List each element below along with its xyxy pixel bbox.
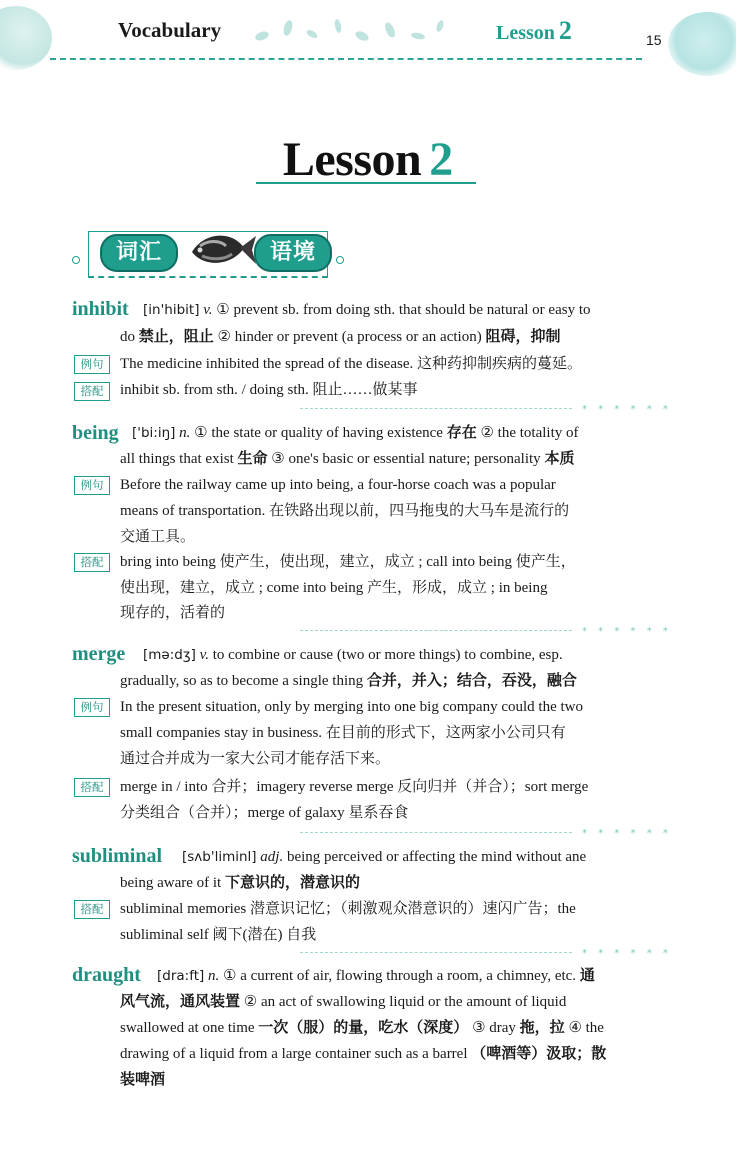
entry-subliminal-collocation-2: subliminal self 阈下(潜在) 自我: [120, 927, 317, 943]
entry-merge-example-1: In the present situation, only by merging into one big company could the two: [120, 699, 583, 715]
entry-being-line2: all things that exist 生命 ③ one's basic or essential nature; personality 本质: [120, 451, 575, 467]
entry-inhibit-example: The medicine inhibited the spread of the disease. 这种药抑制疾病的蔓延。: [120, 356, 582, 372]
banner-context-pill: 语境: [254, 234, 332, 272]
example-tag: 例句: [74, 355, 110, 374]
collocation-tag: 搭配: [74, 382, 110, 401]
entry-being-collocation-3: 现存的，活着的: [120, 605, 226, 621]
entry-subliminal-line1: [sʌb'liminl] adj. being perceived or affecting the mind without ane: [182, 849, 587, 865]
entry-merge-example-3: 通过合并成为一家大公司才能存活下来。: [120, 751, 391, 767]
entry-draught-line3: swallowed at one time 一次（服）的量，吃水（深度） ③ dray 拖，拉 ④ the: [120, 1020, 604, 1036]
banner-vocab-pill: 词汇: [100, 234, 178, 272]
entry-separator: * * * * * *: [300, 949, 658, 963]
headword-merge: merge: [72, 643, 126, 665]
header-section-title: Vocabulary: [118, 18, 222, 42]
page-number: 15: [646, 32, 662, 48]
entry-being-example-1: Before the railway came up into being, a four-horse coach was a popular: [120, 477, 556, 493]
entry-subliminal-line2: being aware of it 下意识的，潜意识的: [120, 875, 360, 891]
entry-draught-line2: 风气流，通风装置 ② an act of swallowing liquid or the amount of liquid: [120, 994, 567, 1010]
headword-inhibit: inhibit: [72, 298, 129, 320]
entry-subliminal-collocation-1: subliminal memories 潜意识记忆；（刺激观众潜意识的）速闪广告；the: [120, 901, 576, 917]
entry-separator: * * * * * *: [300, 627, 658, 641]
entry-merge-collocation-2: 分类组合（合并）；merge of galaxy 星系吞食: [120, 805, 409, 821]
headword-subliminal: subliminal: [72, 845, 163, 867]
header-lesson-label: Lesson 2: [496, 16, 572, 45]
entry-merge-collocation-1: merge in / into 合并；imagery reverse merge 反向归并（并合）；sort merge: [120, 779, 589, 795]
example-tag: 例句: [74, 698, 110, 717]
entry-merge-example-2: small companies stay in business. 在目前的形式下，这两家小公司只有: [120, 725, 566, 741]
entry-merge-line2: gradually, so as to become a single thing 合并，并入；结合，吞没，融合: [120, 673, 577, 689]
example-tag: 例句: [74, 476, 110, 495]
entry-draught-line5: 装啤酒: [120, 1072, 166, 1088]
entry-being-example-2: means of transportation. 在铁路出现以前，四马拖曳的大马车是流行的: [120, 503, 570, 519]
entry-draught-line4: drawing of a liquid from a large container such as a barrel （啤酒等）汲取；散: [120, 1046, 607, 1062]
entry-being-example-3: 交通工具。: [120, 529, 196, 545]
page-title: Lesson 2: [282, 133, 454, 186]
entry-merge-line1: [mə:dʒ] v. to combine or cause (two or more things) to combine, esp.: [143, 647, 563, 663]
entry-draught-line1: [dra:ft] n. ① a current of air, flowing through a room, a chimney, etc. 通: [157, 968, 595, 984]
entry-being-collocation-2: 使出现，建立，成立 ; come into being 产生，形成，成立 ; in being: [120, 580, 548, 596]
collocation-tag: 搭配: [74, 553, 110, 572]
entry-separator: * * * * * *: [300, 829, 658, 843]
entry-inhibit-line2: do 禁止，阻止 ② hinder or prevent (a process or an action) 阻碍，抑制: [120, 329, 561, 345]
entry-being-collocation-1: bring into being 使产生，使出现，建立，成立 ; call into being 使产生，: [120, 554, 576, 570]
entry-inhibit-line1: [in'hibit] v. ① prevent sb. from doing sth. that should be natural or easy to: [143, 302, 591, 318]
entry-being-line1: ['bi:iŋ] n. ① the state or quality of having existence 存在 ② the totality of: [132, 425, 579, 441]
headword-draught: draught: [72, 964, 141, 986]
headword-being: being: [72, 422, 119, 444]
entry-inhibit-collocation: inhibit sb. from sth. / doing sth. 阻止……做某事: [120, 382, 418, 398]
collocation-tag: 搭配: [74, 900, 110, 919]
collocation-tag: 搭配: [74, 778, 110, 797]
entry-separator: * * * * * *: [300, 405, 658, 419]
